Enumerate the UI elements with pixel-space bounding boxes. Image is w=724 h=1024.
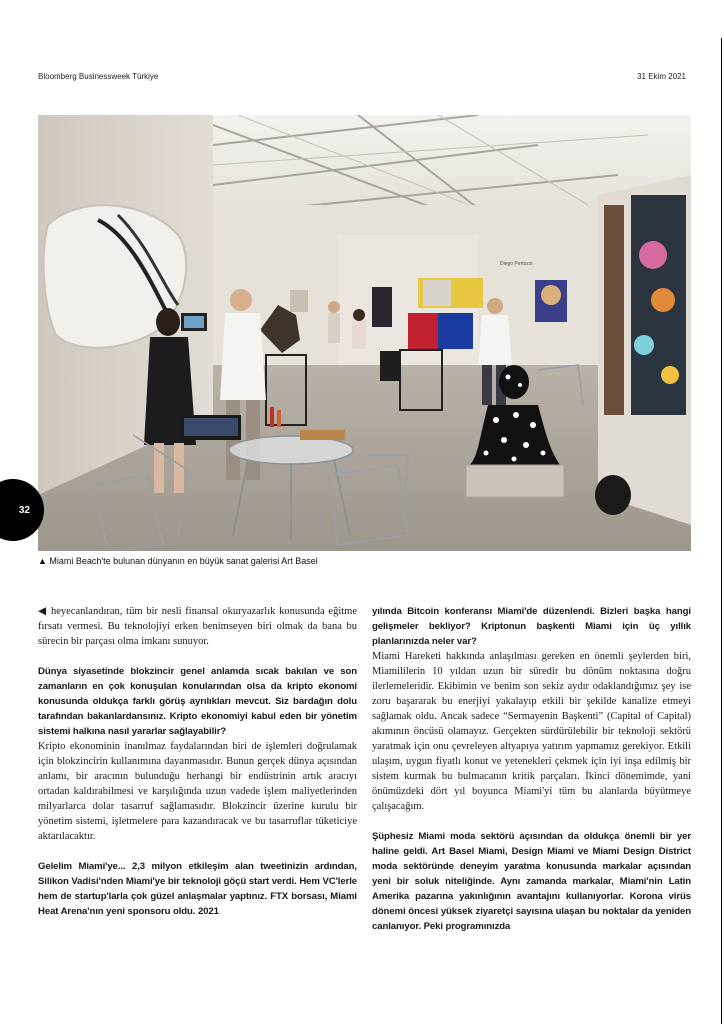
interview-question: Gelelim Miami'ye... 2,3 milyon etkileşim alan tweetinizin ardından, Silikon Vadisi'nden Miami'ye bir teknoloji göçü start verdi. Hem VC'lerle hem de startup'larla çok güzel anlaşmalar yaptınız. FTX borsası, Miami Heat Arena'nın yeni sponsoru oldu. 2021: [38, 861, 357, 917]
interview-question: Dünya siyasetinde blokzincir genel anlamda sıcak bakılan ve son zamanların en çok konuşulan konularından olsa da kripto ekonomi konusunda oldukça farklı görüş ayrılıkları mevcut. Siz bardağın dolu tarafından bakanlardansınız. Kripto ekonomiyi kabul eden bir yönetim sistemi halkına nasıl yararlar sağlayabilir?: [38, 666, 357, 737]
gallery-sign: Diego Pertuzzi: [500, 261, 533, 267]
answer-paragraph: Kripto ekonominin inanılmaz faydalarından biri de işlemleri doğrulamak için blokzincirin kullanımına dayanmasıdır. Bunun gerçek dünya açısından anlamı, bir aracının bulunduğu herhangi bir endüstrinin artık aracıyı ortadan kaldırabilmesi ve karşılığında uzun vadede işlem maliyetlerinden milyarlarca dolar tasarruf sağlamasıdır. Blokzincir üzerine kurulu bir yönetim sistemi, işletmelere para kazandıracak ve bu tasarruflar tüketiciye aktarılacaktır.: [38, 741, 357, 842]
photo-caption: ▲ Miami Beach'te bulunan dünyanın en büyük sanat galerisi Art Basel: [38, 556, 318, 566]
interview-question: Şüphesiz Miami moda sektörü açısından da oldukça önemli bir yer haline geldi. Art Basel Miami, Design Miami ve Miami Design District moda sektöründe deneyim yaratma konusunda markalar açısından yeni bir soluk niteliğinde. Aynı zamanda markalar, Miami'nin Latin Amerika pazarına yakınlığının avantajını kullanıyorlar. Korona virüs dönemi öncesi yüksek ziyaretçi sayısına ulaşan bu noktalar da yeniden canlanıyor. Peki programınızda: [372, 831, 691, 932]
right-column: [372, 604, 691, 934]
issue-date: 31 Ekim 2021: [637, 72, 686, 81]
publication-name: Bloomberg Businessweek Türkiye: [38, 72, 159, 81]
left-column: [38, 604, 357, 919]
answer-paragraph: Miami Hareketi hakkında anlaşılması gereken en önemli şeylerden biri, Miamililerin 10 yıldan uzun bir süredir bu dönüm noktasına doğru ilerlemeleridir. Ekibimin ve benim son sekiz aydır odaklandığımız şey ise zoru başararak bu enerjiyi yakalayıp etkili bir şekilde kanalize etmeyi sağlamak oldu. Ancak sadece “Sermayenin Başkenti” (Capital of Capital) akımının öncüsü olamayız. Gerçekten sürdürülebilir bir teknoloji sektörü yaratmak için onu çevreleyen altyapıya yatırım yapmamız gerekiyor. Etkili ulaşım, uygun fiyatlı konut ve yetenekleri çekmek için iyi inşa edilmiş bir sistem kurmak bu bulmacanın kritik parçaları. İkinci dönemimde, yani önümüzdeki dört yıl boyunca Miami'yi tüm bu alanlarda büyütmeye çalışacağım.: [372, 651, 691, 812]
interview-question: yılında Bitcoin konferansı Miami'de düzenlendi. Bizleri başka hangi gelişmeler bekliyor? Kriptonun başkenti Miami için üç yıllık planlarınızda neler var?: [372, 606, 691, 647]
running-header: [38, 72, 686, 81]
page-number: 32: [18, 504, 30, 516]
answer-paragraph: ◀ heyecanlandıran, tüm bir nesli finansal okuryazarlık konusunda eğitme fırsatı vermesi. Bu teknolojiyi erken benimseyen biri olmak da bana bu sürecin bir parçası olma imkanı sunuyor.: [38, 606, 357, 647]
gallery-photo: [38, 115, 691, 551]
page-edge-rule: [721, 38, 722, 1024]
